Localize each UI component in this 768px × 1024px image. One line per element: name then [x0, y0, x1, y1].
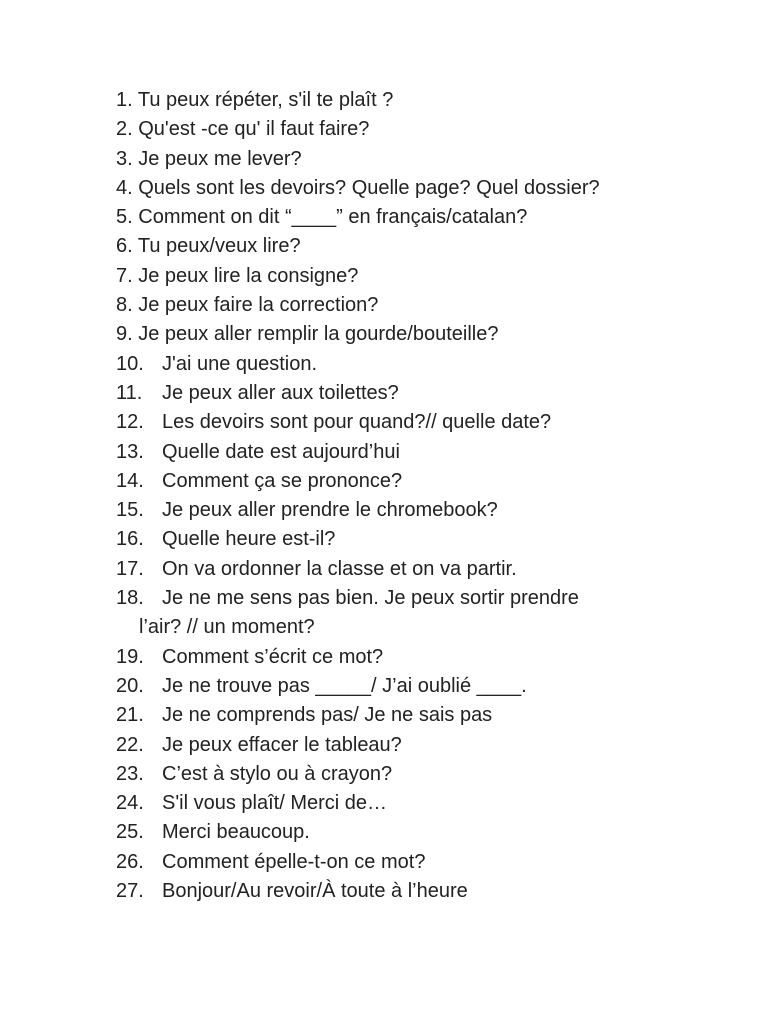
item-text: Je peux me lever?	[138, 147, 302, 170]
item-text: Comment on dit “____” en français/catalan?	[138, 206, 528, 229]
list-item	[116, 232, 676, 261]
list-item	[116, 174, 676, 203]
item-text: Tu peux répéter, s'il te plaît ?	[137, 89, 394, 111]
list-item	[116, 643, 676, 672]
item-text: Je peux aller remplir la gourde/bouteille?	[138, 323, 499, 346]
item-text: Quelle heure est-il?	[162, 528, 336, 551]
list-item	[116, 379, 676, 408]
item-number: 1.	[116, 89, 133, 111]
item-number: 8.	[116, 294, 133, 317]
item-text: Je ne me sens pas bien. Je peux sortir prendre	[162, 587, 579, 610]
item-number: 7.	[116, 264, 133, 287]
list-item	[116, 86, 676, 115]
item-number: 10.	[116, 352, 144, 375]
item-number: 25.	[116, 821, 144, 844]
item-text: Les devoirs sont pour quand?// quelle date?	[162, 411, 552, 434]
list-item	[116, 584, 676, 643]
item-number: 18.	[116, 587, 144, 610]
item-number: 15.	[116, 499, 144, 522]
item-number: 3.	[116, 147, 133, 170]
item-text: Je peux aller aux toilettes?	[162, 381, 399, 404]
item-number: 20.	[116, 674, 144, 697]
item-text: On va ordonner la classe et on va partir.	[162, 557, 517, 580]
item-text: Je peux aller prendre le chromebook?	[162, 499, 498, 522]
list-item	[116, 408, 676, 437]
list-item	[116, 320, 676, 349]
item-number: 12.	[116, 411, 144, 434]
item-number: 17.	[116, 557, 144, 580]
list-item	[116, 262, 676, 291]
list-item	[116, 203, 676, 232]
list-item	[116, 789, 676, 818]
item-number: 9.	[116, 323, 133, 346]
list-item	[116, 496, 676, 525]
item-text-continuation: l’air? // un moment?	[139, 616, 315, 639]
item-number: 5.	[116, 206, 133, 229]
list-item	[116, 467, 676, 496]
item-text: Je peux lire la consigne?	[138, 264, 359, 287]
item-number: 19.	[116, 645, 144, 668]
item-text: Tu peux/veux lire?	[137, 235, 301, 258]
item-text: Quelle date est aujourd’hui	[162, 440, 400, 463]
item-text: Je ne comprends pas/ Je ne sais pas	[162, 704, 493, 727]
item-text: Merci beaucoup.	[162, 821, 310, 844]
item-text: Je peux faire la correction?	[138, 294, 379, 317]
item-text: Bonjour/Au revoir/À toute à l’heure	[162, 880, 468, 903]
list-item	[116, 672, 676, 701]
item-text: S'il vous plaît/ Merci de…	[162, 792, 388, 815]
item-number: 24.	[116, 792, 144, 815]
item-text: J'ai une question.	[162, 352, 318, 375]
list-item	[116, 525, 676, 554]
item-number: 27.	[116, 880, 144, 903]
list-item	[116, 350, 676, 379]
item-number: 13.	[116, 440, 144, 463]
list-item	[116, 438, 676, 467]
item-number: 22.	[116, 733, 144, 756]
list-item	[116, 145, 676, 174]
item-number: 2.	[116, 118, 133, 141]
item-text: Je ne trouve pas _____/ J’ai oublié ____.	[162, 674, 527, 697]
item-text: Je peux effacer le tableau?	[162, 733, 402, 756]
list-item	[116, 877, 676, 906]
list-item	[116, 848, 676, 877]
item-text: Qu'est -ce qu' il faut faire?	[138, 118, 370, 141]
phrase-list	[116, 86, 676, 906]
list-item	[116, 760, 676, 789]
list-item	[116, 701, 676, 730]
item-number: 6.	[116, 235, 133, 258]
list-item	[116, 818, 676, 847]
list-item	[116, 555, 676, 584]
list-item	[116, 731, 676, 760]
item-number: 16.	[116, 528, 144, 551]
item-number: 11.	[116, 381, 143, 404]
item-number: 21.	[116, 704, 144, 727]
item-text: Comment épelle-t-on ce mot?	[162, 850, 426, 873]
item-number: 23.	[116, 762, 144, 785]
list-item	[116, 115, 676, 144]
item-text: Comment s’écrit ce mot?	[162, 645, 384, 668]
item-text: Comment ça se prononce?	[162, 469, 403, 492]
item-text: C’est à stylo ou à crayon?	[162, 762, 393, 785]
item-number: 4.	[116, 176, 133, 199]
item-number: 14.	[116, 469, 144, 492]
list-item	[116, 291, 676, 320]
item-text: Quels sont les devoirs? Quelle page? Quel dossier?	[138, 176, 600, 199]
item-number: 26.	[116, 850, 144, 873]
